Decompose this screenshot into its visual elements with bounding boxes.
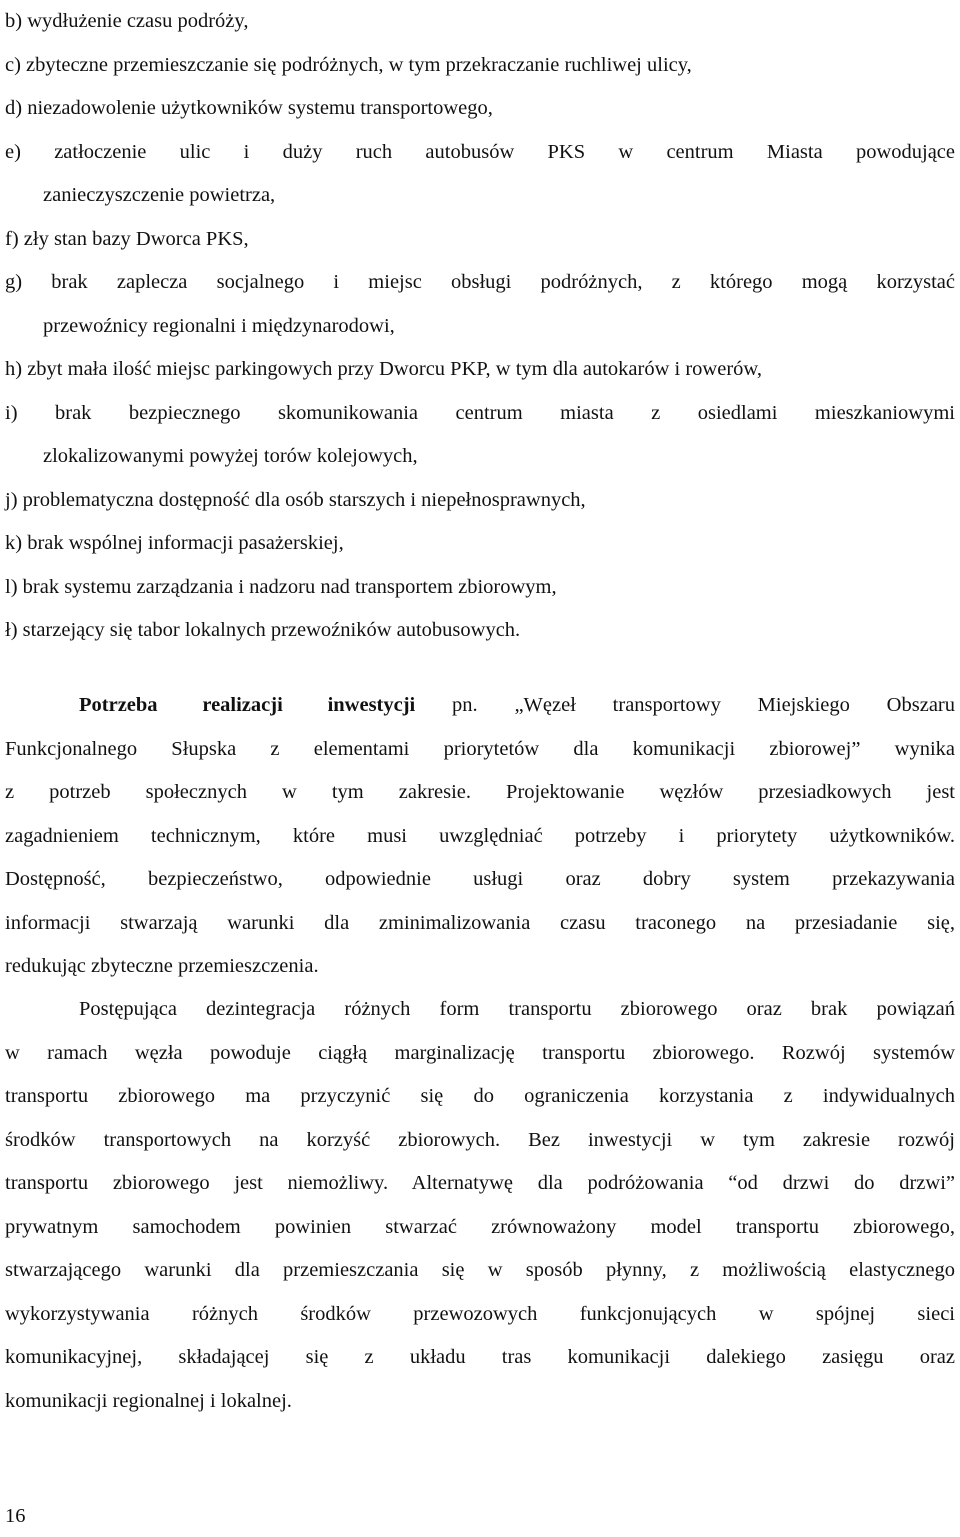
paragraph-disintegration <box>5 988 955 1423</box>
list-item-text: l) brak systemu zarządzania i nadzoru nad transportem zbiorowym, <box>5 575 557 598</box>
list-item <box>5 392 955 479</box>
list-item-text: j) problematyczna dostępność dla osób starszych i niepełnosprawnych, <box>5 488 586 511</box>
paragraph-line: Postępująca dezintegracja różnych form transportu zbiorowego oraz brak powiązań <box>79 998 955 1020</box>
list-item-text: i) brak bezpiecznego skomunikowania centrum miasta z osiedlami mieszkaniowymi <box>5 401 955 424</box>
paragraph-line: redukując zbyteczne przemieszczenia. <box>5 955 319 977</box>
paragraph-line: wykorzystywania różnych środków przewozowych funkcjonujących w spójnej sieci <box>5 1302 955 1325</box>
paragraph-line <box>5 684 955 728</box>
list-item <box>5 479 955 523</box>
paragraph-line: komunikacji regionalnej i lokalnej. <box>5 1389 292 1412</box>
bold-lead-text: Potrzeba realizacji inwestycji <box>79 694 416 716</box>
paragraph-line: prywatnym samochodem powinien stwarzać zrównoważony model transportu zbiorowego, <box>5 1215 955 1238</box>
list-item-continuation: zanieczyszczenie powietrza, <box>43 184 276 206</box>
paragraph-line: środków transportowych na korzyść zbiorowych. Bez inwestycji w tym zakresie rozwój <box>5 1128 955 1151</box>
problem-list <box>5 0 955 653</box>
list-item-continuation: zlokalizowanymi powyżej torów kolejowych, <box>43 445 418 467</box>
list-item <box>5 261 955 348</box>
list-item <box>5 218 955 262</box>
list-item-text: b) wydłużenie czasu podróży, <box>5 10 249 32</box>
list-item <box>5 0 955 44</box>
list-item-text: f) zły stan bazy Dworca PKS, <box>5 227 249 250</box>
list-item <box>5 522 955 566</box>
paragraph-investment-need <box>5 684 955 989</box>
list-item-text: g) brak zaplecza socjalnego i miejsc obsługi podróżnych, z którego mogą korzystać <box>5 271 955 293</box>
paragraph-line: Funkcjonalnego Słupska z elementami priorytetów dla komunikacji zbiorowej” wynika <box>5 737 955 760</box>
paragraph-line: komunikacyjnej, składającej się z układu tras komunikacji dalekiego zasięgu oraz <box>5 1346 955 1368</box>
list-item <box>5 609 955 653</box>
list-item <box>5 348 955 392</box>
paragraph-line: transportu zbiorowego jest niemożliwy. Alternatywę dla podróżowania “od drzwi do drzwi” <box>5 1172 955 1194</box>
paragraph-line: transportu zbiorowego ma przyczynić się do ograniczenia korzystania z indywidualnych <box>5 1085 955 1107</box>
list-item <box>5 131 955 218</box>
list-item-text: ł) starzejący się tabor lokalnych przewoźników autobusowych. <box>5 619 521 641</box>
paragraph-line: informacji stwarzają warunki dla zminimalizowania czasu traconego na przesiadanie się, <box>5 911 955 934</box>
paragraph-line: z potrzeb społecznych w tym zakresie. Projektowanie węzłów przesiadkowych jest <box>5 781 955 803</box>
paragraph-line: zagadnieniem technicznym, które musi uwzględniać potrzeby i priorytety użytkowników. <box>5 824 955 847</box>
list-item-text: d) niezadowolenie użytkowników systemu transportowego, <box>5 97 493 119</box>
list-item-text: e) zatłoczenie ulic i duży ruch autobusów PKS w centrum Miasta powodujące <box>5 140 955 163</box>
paragraph-line: w ramach węzła powoduje ciągłą marginalizację transportu zbiorowego. Rozwój systemów <box>5 1041 955 1064</box>
list-item <box>5 44 955 88</box>
list-item-text: h) zbyt mała ilość miejsc parkingowych przy Dworcu PKP, w tym dla autokarów i rowerów, <box>5 358 762 380</box>
list-item-text: k) brak wspólnej informacji pasażerskiej, <box>5 532 344 554</box>
paragraph-line: Dostępność, bezpieczeństwo, odpowiednie usługi oraz dobry system przekazywania <box>5 868 955 890</box>
page-number: 16 <box>5 1505 26 1527</box>
paragraph-text: pn. „Węzeł transportowy Miejskiego Obszaru <box>415 694 955 716</box>
paragraph-line: stwarzającego warunki dla przemieszczania się w sposób płynny, z możliwością elastycznego <box>5 1259 955 1281</box>
list-item <box>5 566 955 610</box>
list-item-continuation: przewoźnicy regionalni i międzynarodowi, <box>43 314 395 337</box>
list-item-text: c) zbyteczne przemieszczanie się podróżnych, w tym przekraczanie ruchliwej ulicy, <box>5 53 692 76</box>
list-item <box>5 87 955 131</box>
